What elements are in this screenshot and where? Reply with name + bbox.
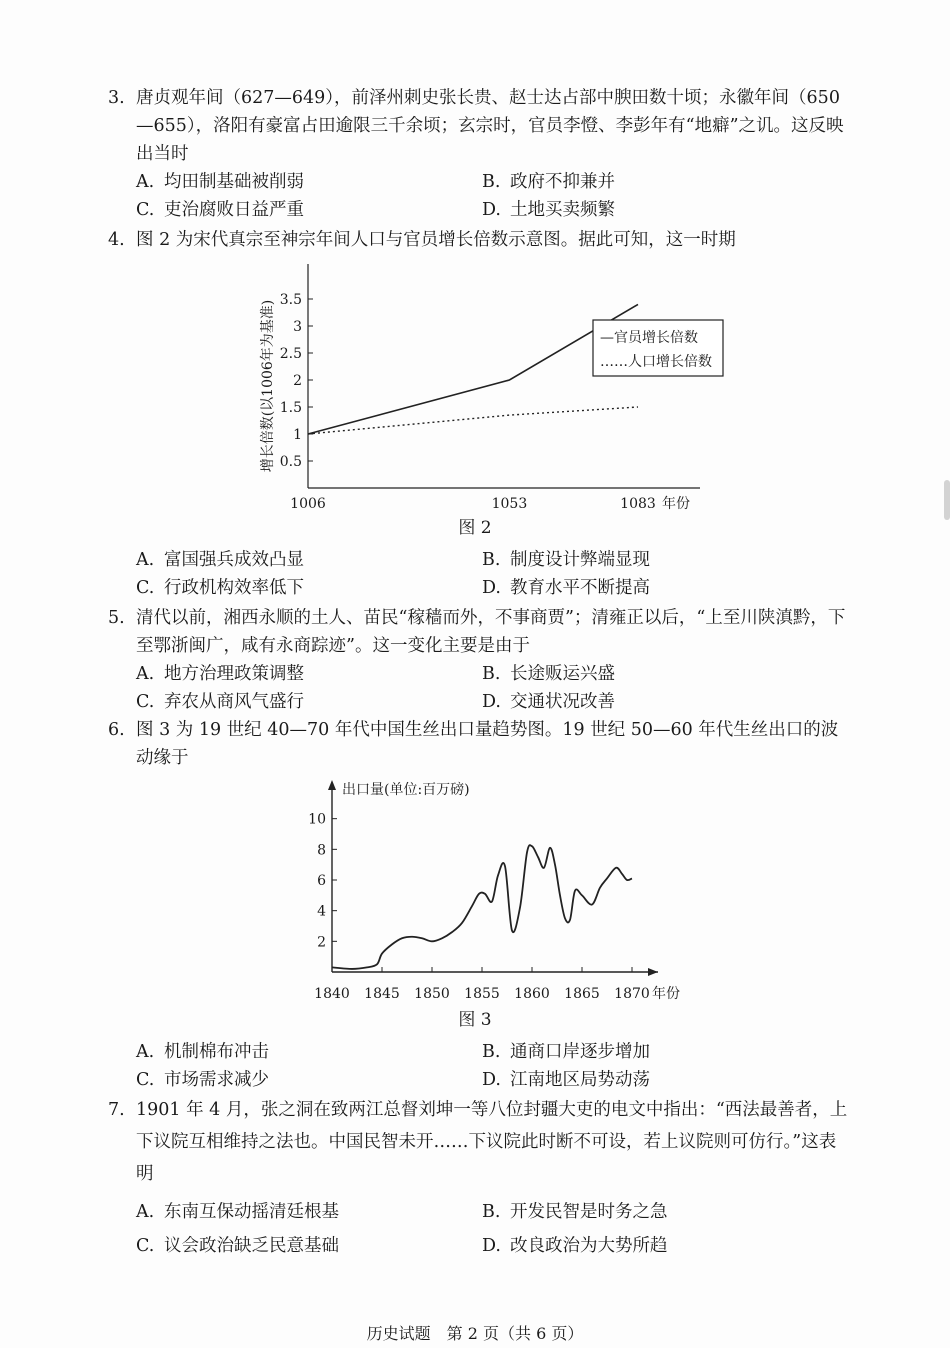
figure-3-svg (300, 774, 680, 1010)
question-7 (108, 1094, 853, 1190)
y-tick-label: 0.5 (279, 454, 302, 470)
x-tick-label: 1870 (614, 986, 650, 1002)
question-number: 5. (108, 608, 125, 628)
y-tick-label: 1 (293, 427, 302, 443)
legend-item: —官员增长倍数 (600, 330, 698, 346)
option-a[interactable]: A. 机制棉布冲击 (136, 1042, 269, 1062)
option-b[interactable]: B. 开发民智是时务之急 (482, 1202, 668, 1222)
question-3 (108, 84, 853, 168)
figure-2-svg (240, 256, 740, 518)
x-axis-arrow (648, 968, 658, 976)
x-tick-label: 1860 (514, 986, 550, 1002)
y-tick-label: 6 (317, 873, 326, 889)
x-tick-label: 1006 (290, 496, 326, 512)
option-b[interactable]: B. 政府不抑兼并 (482, 172, 615, 192)
option-a[interactable]: A. 富国强兵成效凸显 (136, 550, 304, 570)
option-d[interactable]: D. 交通状况改善 (482, 692, 615, 712)
question-stem: 图 3 为 19 世纪 40—70 年代中国生丝出口量趋势图。19 世纪 50—60 年代生丝出口的波动缘于 (136, 720, 839, 768)
legend-item: ……人口增长倍数 (600, 354, 712, 370)
y-tick-label: 2 (317, 934, 326, 951)
series-line-silk-export (332, 845, 632, 969)
question-5 (108, 604, 853, 660)
series-line-0 (308, 304, 638, 434)
option-a[interactable]: A. 东南互保动摇清廷根基 (136, 1202, 339, 1222)
question-stem: 清代以前，湘西永顺的土人、苗民“稼穑而外，不事商贾”；清雍正以后，“上至川陕滇黔，下至鄂浙闽广，咸有永商踪迹”。这一变化主要是由于 (136, 608, 846, 656)
question-stem: 1901 年 4 月，张之洞在致两江总督刘坤一等八位封疆大吏的电文中指出：“西法最善者，上下议院互相维持之法也。中国民智未开……下议院此时断不可设，若上议院则可仿行。”这表明 (136, 1100, 848, 1184)
option-d[interactable]: D. 教育水平不断提高 (482, 578, 650, 598)
question-6 (108, 716, 853, 772)
figure-3-chart (300, 774, 680, 1010)
option-a[interactable]: A. 地方治理政策调整 (136, 664, 304, 684)
x-tick-label: 1845 (364, 986, 400, 1002)
y-tick-label: 2.5 (279, 346, 302, 362)
option-b[interactable]: B. 通商口岸逐步增加 (482, 1042, 650, 1062)
option-a[interactable]: A. 均田制基础被削弱 (136, 172, 304, 192)
option-d[interactable]: D. 江南地区局势动荡 (482, 1070, 650, 1090)
option-c[interactable]: C. 议会政治缺乏民意基础 (136, 1236, 339, 1256)
y-tick-label: 10 (308, 811, 326, 828)
option-c[interactable]: C. 吏治腐败日益严重 (136, 200, 304, 220)
question-stem: 图 2 为宋代真宗至神宗年间人口与官员增长倍数示意图。据此可知，这一时期 (136, 230, 736, 250)
x-tick-label: 1850 (414, 986, 450, 1002)
figure-3-caption: 图 3 (458, 1010, 492, 1030)
y-axis-label: 出口量(单位:百万磅) (342, 782, 470, 798)
y-tick-label: 8 (317, 842, 326, 859)
question-number: 4. (108, 230, 125, 250)
question-number: 6. (108, 720, 125, 740)
y-axis-arrow (328, 780, 336, 790)
option-b[interactable]: B. 长途贩运兴盛 (482, 664, 615, 684)
option-d[interactable]: D. 土地买卖频繁 (482, 200, 615, 220)
x-tick-label: 1840 (314, 986, 350, 1002)
option-b[interactable]: B. 制度设计弊端显现 (482, 550, 650, 570)
y-tick-label: 3.5 (279, 292, 302, 308)
y-tick-label: 1.5 (279, 400, 302, 416)
x-tick-label: 1053 (491, 496, 528, 512)
x-tick-label: 1855 (464, 986, 500, 1002)
x-tick-label: 1865 (564, 986, 600, 1002)
page-edge-shadow (944, 480, 950, 520)
x-tick-label: 1083 (620, 496, 656, 512)
y-axis-label: 增长倍数(以1006年为基准) (260, 299, 276, 473)
figure-2-chart (240, 256, 740, 518)
y-tick-label: 3 (293, 319, 302, 335)
question-stem: 唐贞观年间（627—649），前泽州刺史张长贵、赵士达占部中腴田数十顷；永徽年间（650—655），洛阳有豪富占田逾限三千余顷；玄宗时，官员李憕、李彭年有“地癖”之讥。这反映出当时 (136, 88, 844, 164)
option-c[interactable]: C. 弃农从商风气盛行 (136, 692, 304, 712)
question-4 (108, 226, 853, 254)
x-axis-label: 年份 (662, 496, 690, 512)
question-number: 7. (108, 1100, 125, 1120)
y-tick-label: 2 (293, 373, 302, 389)
y-tick-label: 4 (317, 903, 326, 920)
page-footer: 历史试题 第 2 页（共 6 页） (366, 1324, 584, 1343)
option-d[interactable]: D. 改良政治为大势所趋 (482, 1236, 668, 1256)
x-axis-label: 年份 (652, 986, 680, 1002)
question-number: 3. (108, 88, 125, 108)
option-c[interactable]: C. 行政机构效率低下 (136, 578, 304, 598)
option-c[interactable]: C. 市场需求减少 (136, 1070, 269, 1090)
figure-2-caption: 图 2 (458, 518, 492, 538)
